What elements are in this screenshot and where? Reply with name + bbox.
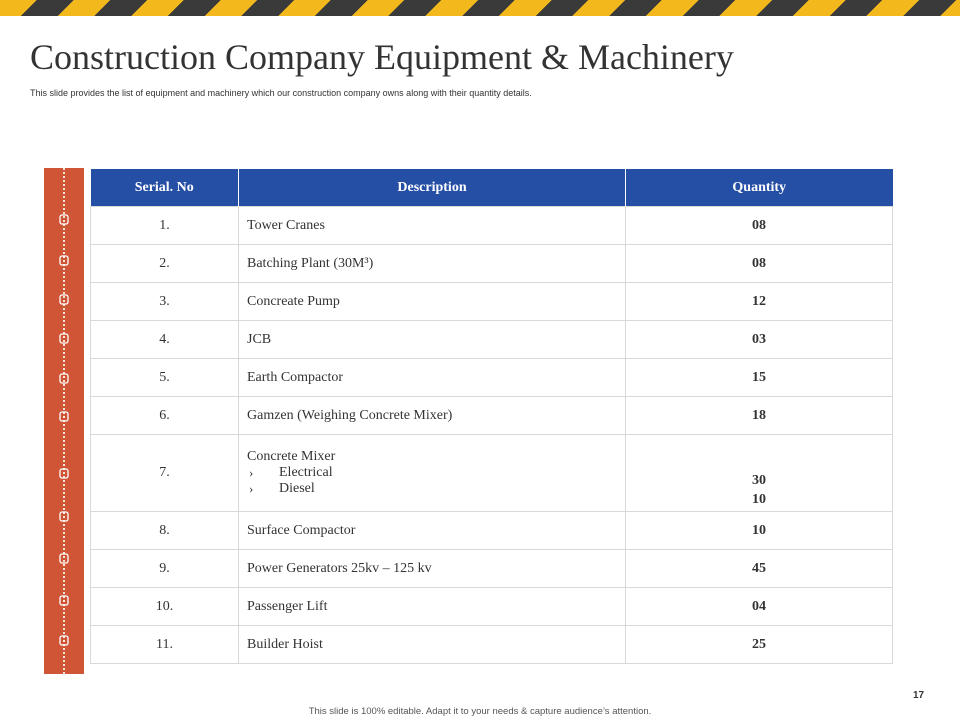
quantity-cell: 25 (626, 626, 893, 664)
serial-cell: 6. (91, 397, 239, 435)
table-row (91, 359, 893, 397)
table-row (91, 283, 893, 321)
description-cell: Gamzen (Weighing Concrete Mixer) (239, 397, 626, 435)
quantity-cell: 04 (626, 588, 893, 626)
sub-item-label: Diesel (279, 481, 315, 496)
chevron-right-icon: › (249, 481, 254, 496)
table-row (91, 512, 893, 550)
list-item (247, 465, 617, 481)
quantity-cell: 18 (626, 397, 893, 435)
hazard-stripe (0, 0, 960, 16)
sub-item-label: Electrical (279, 465, 333, 480)
description-cell: Tower Cranes (239, 207, 626, 245)
chain-decoration-bar (44, 168, 84, 674)
serial-cell: 4. (91, 321, 239, 359)
table-row (91, 397, 893, 435)
quantity-cell: 10 (626, 512, 893, 550)
sub-quantity: 30 (752, 473, 766, 488)
serial-cell: 8. (91, 512, 239, 550)
description-cell: Batching Plant (30M³) (239, 245, 626, 283)
serial-cell: 3. (91, 283, 239, 321)
chain-icon (44, 168, 84, 674)
page-number: 17 (913, 690, 925, 701)
serial-cell: 2. (91, 245, 239, 283)
quantity-cell (626, 435, 893, 512)
description-cell: Earth Compactor (239, 359, 626, 397)
list-item (247, 481, 617, 497)
page-subtitle: This slide provides the list of equipment and machinery which our construction company owns along with their quantity details. (30, 88, 532, 98)
serial-cell: 11. (91, 626, 239, 664)
serial-cell: 5. (91, 359, 239, 397)
description-main: Concrete Mixer (247, 449, 336, 464)
description-cell: JCB (239, 321, 626, 359)
quantity-cell: 03 (626, 321, 893, 359)
table-row (91, 321, 893, 359)
quantity-cell: 08 (626, 245, 893, 283)
sub-item-list (247, 465, 617, 497)
description-cell: Power Generators 25kv – 125 kv (239, 550, 626, 588)
quantity-cell: 08 (626, 207, 893, 245)
description-cell: Surface Compactor (239, 512, 626, 550)
quantity-cell: 45 (626, 550, 893, 588)
table-header-row (91, 169, 893, 207)
serial-cell: 10. (91, 588, 239, 626)
table-row (91, 588, 893, 626)
serial-cell: 9. (91, 550, 239, 588)
table-row (91, 245, 893, 283)
footer-note: This slide is 100% editable. Adapt it to your needs & capture audience’s attention. (308, 706, 652, 717)
serial-cell: 1. (91, 207, 239, 245)
equipment-table (90, 169, 892, 664)
chevron-right-icon: › (249, 465, 254, 480)
header-quantity: Quantity (626, 169, 893, 207)
description-cell: Concreate Pump (239, 283, 626, 321)
sub-quantity: 10 (752, 492, 766, 507)
table-row (91, 550, 893, 588)
description-cell (239, 435, 626, 512)
header-serial-no: Serial. No (91, 169, 239, 207)
header-description: Description (239, 169, 626, 207)
serial-cell: 7. (91, 435, 239, 512)
description-cell: Builder Hoist (239, 626, 626, 664)
page-title: Construction Company Equipment & Machinery (30, 37, 734, 77)
table-row (91, 207, 893, 245)
table-row (91, 435, 893, 512)
quantity-cell: 12 (626, 283, 893, 321)
description-cell: Passenger Lift (239, 588, 626, 626)
table-row (91, 626, 893, 664)
quantity-cell: 15 (626, 359, 893, 397)
